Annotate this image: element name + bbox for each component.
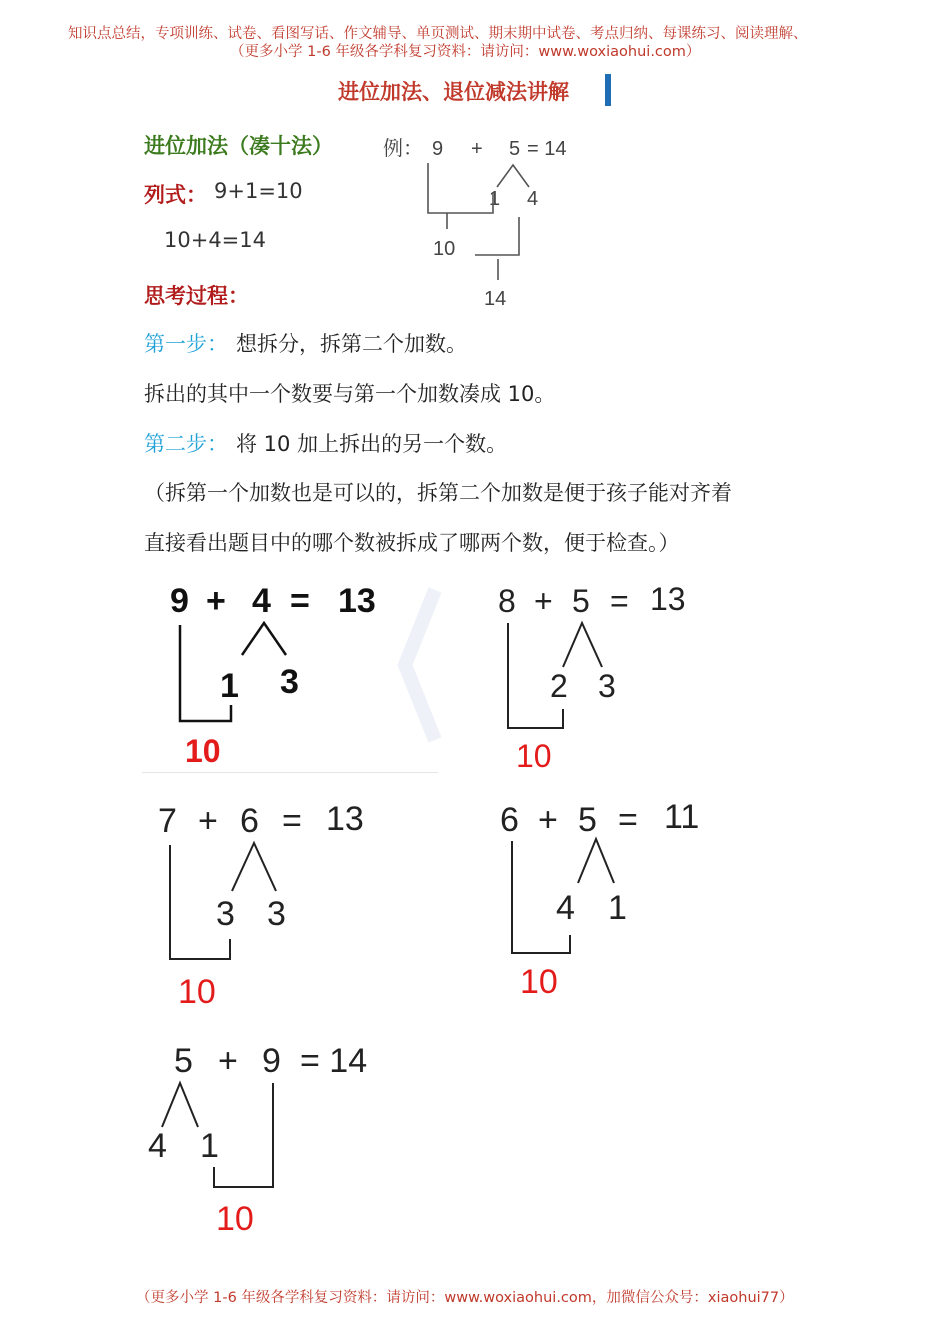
example-split-1: 1 — [489, 188, 501, 210]
problem-5-ten: 10 — [216, 1200, 254, 1238]
problem-2-split-2: 3 — [598, 668, 616, 704]
problem-1-b: 4 — [252, 582, 271, 620]
example-diagram — [375, 125, 595, 315]
problem-1-op: + — [206, 582, 226, 620]
problem-3-op: + — [198, 802, 218, 840]
problem-4-ten: 10 — [520, 963, 558, 1001]
problem-5-split-2: 1 — [200, 1127, 219, 1165]
problem-2 — [490, 575, 740, 775]
problem-3-b: 6 — [240, 802, 259, 840]
problem-2-b: 5 — [572, 583, 590, 619]
problem-4 — [490, 795, 740, 1015]
example-result: 14 — [484, 288, 507, 310]
step1-label: 第一步： — [144, 332, 228, 356]
problem-5-split-1: 4 — [148, 1127, 167, 1165]
problem-4-b: 5 — [578, 801, 597, 839]
problem-3-a: 7 — [158, 802, 177, 840]
problem-3 — [150, 795, 400, 1015]
problem-3-sum: 13 — [326, 800, 364, 838]
note-line-1: （拆第一个加数也是可以的，拆第二个加数是便于孩子能对齐着 — [144, 481, 732, 505]
problem-5-b: 9 — [262, 1042, 281, 1080]
example-split-branch — [497, 165, 529, 187]
problem-3-ten: 10 — [178, 973, 216, 1011]
header-line-2: （更多小学 1-6 年级各学科复习资料：请访问：www.woxiaohui.com） — [230, 44, 701, 60]
problem-5-eq: = 14 — [300, 1042, 368, 1080]
problem-1-split-2: 3 — [280, 663, 299, 701]
example-ten-bracket — [475, 217, 519, 255]
page-title: 进位加法、退位减法讲解 — [338, 80, 569, 104]
footer-text: （更多小学 1-6 年级各学科复习资料：请访问：www.woxiaohui.com，加微信公众号：xiaohui77） — [136, 1290, 794, 1306]
process-label: 思考过程： — [144, 284, 249, 308]
problem-3-split-2: 3 — [267, 895, 286, 933]
example-ten: 10 — [433, 238, 456, 260]
problem-1 — [160, 575, 410, 775]
problem-2-sum: 13 — [650, 581, 686, 617]
example-op: + — [471, 138, 483, 160]
problem-4-split-1: 4 — [556, 889, 575, 927]
problem-2-ten: 10 — [516, 738, 552, 774]
problem-2-eq: = — [610, 583, 629, 619]
problem-1-a: 9 — [170, 582, 189, 620]
problem-1-split-1: 1 — [220, 667, 239, 705]
problem-1-branch — [242, 623, 286, 655]
formula-line-1: 9+1=10 — [214, 179, 303, 203]
step2-label: 第二步： — [144, 432, 228, 456]
problem-2-branch — [563, 623, 602, 667]
formula-label: 列式： — [144, 183, 207, 207]
method-heading: 进位加法（凑十法） — [144, 134, 333, 158]
example-b: 5 — [509, 138, 521, 160]
problem-5-bracket — [214, 1083, 273, 1187]
example-a: 9 — [432, 138, 444, 160]
problem-1-ten: 10 — [185, 733, 221, 769]
problem-5-a: 5 — [174, 1042, 193, 1080]
problem-1-sum: 13 — [338, 582, 376, 620]
example-label: 例： — [383, 138, 423, 160]
problem-4-op: + — [538, 801, 558, 839]
problem-4-sum: 11 — [664, 798, 700, 836]
step1-detail: 拆出的其中一个数要与第一个加数凑成 10。 — [144, 382, 556, 406]
step1-text: 想拆分，拆第二个加数。 — [236, 332, 467, 356]
problem-4-eq: = — [618, 801, 638, 839]
formula-line-2: 10+4=14 — [164, 228, 266, 252]
title-accent-bar — [605, 74, 611, 106]
problem-5 — [140, 1035, 400, 1250]
problem-3-branch — [232, 843, 276, 891]
example-bracket — [428, 163, 493, 213]
problem-5-branch — [162, 1083, 198, 1127]
problem-4-a: 6 — [500, 801, 519, 839]
step2-text: 将 10 加上拆出的另一个数。 — [236, 432, 508, 456]
problem-2-split-1: 2 — [550, 668, 568, 704]
problem-4-branch — [578, 839, 614, 883]
example-split-2: 4 — [527, 188, 539, 210]
problem-2-a: 8 — [498, 583, 516, 619]
note-line-2: 直接看出题目中的哪个数被拆成了哪两个数，便于检查。） — [144, 531, 680, 555]
problem-2-op: + — [534, 583, 553, 619]
problem-4-split-2: 1 — [608, 889, 627, 927]
problem-1-eq: = — [290, 582, 310, 620]
example-eq: = 14 — [527, 138, 567, 160]
problem-3-split-1: 3 — [216, 895, 235, 933]
problem-3-eq: = — [282, 802, 302, 840]
header-line-1: 知识点总结，专项训练、试卷、看图写话、作文辅导、单页测试、期末期中试卷、考点归纳、每课练习、阅读理解、 — [68, 26, 808, 42]
problem-5-op: + — [218, 1042, 238, 1080]
